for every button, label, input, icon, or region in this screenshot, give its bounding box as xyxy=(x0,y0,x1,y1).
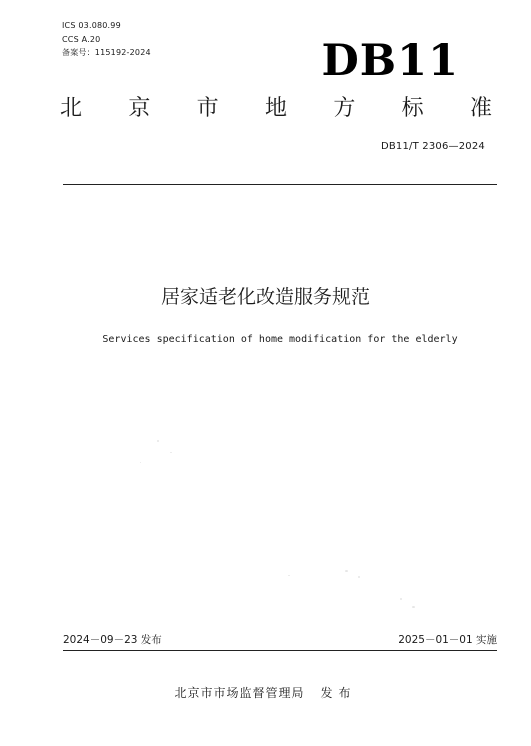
standard-type-char: 京 xyxy=(128,96,151,121)
implementation-date: 2025－01－01 实施 xyxy=(398,634,497,646)
standard-code: DB11/T 2306—2024 xyxy=(380,141,485,152)
standard-type-char: 方 xyxy=(333,96,356,121)
standard-type-char: 准 xyxy=(469,96,492,121)
standard-type-heading xyxy=(60,95,492,123)
publish-date: 2024－09－23 发布 xyxy=(63,634,162,646)
ics-code: ICS 03.080.99 xyxy=(62,21,121,30)
issuer-line xyxy=(0,685,531,701)
document-title-english: Services specification of home modification for the elderly xyxy=(102,334,458,345)
standard-type-char: 北 xyxy=(60,96,83,121)
footer-divider xyxy=(63,650,497,651)
issuer-name: 北京市市场监督管理局 xyxy=(174,686,305,700)
header-divider xyxy=(63,184,497,185)
standard-type-char: 市 xyxy=(196,96,219,121)
standard-type-char: 标 xyxy=(401,96,424,121)
standard-type-char: 地 xyxy=(264,96,287,121)
issuer-action: 发布 xyxy=(320,686,357,700)
db-logo: DB11 xyxy=(321,36,459,86)
filing-number: 备案号：115192-2024 xyxy=(62,48,151,57)
ccs-code: CCS A.20 xyxy=(62,35,101,44)
document-title-chinese: 居家适老化改造服务规范 xyxy=(160,286,370,308)
